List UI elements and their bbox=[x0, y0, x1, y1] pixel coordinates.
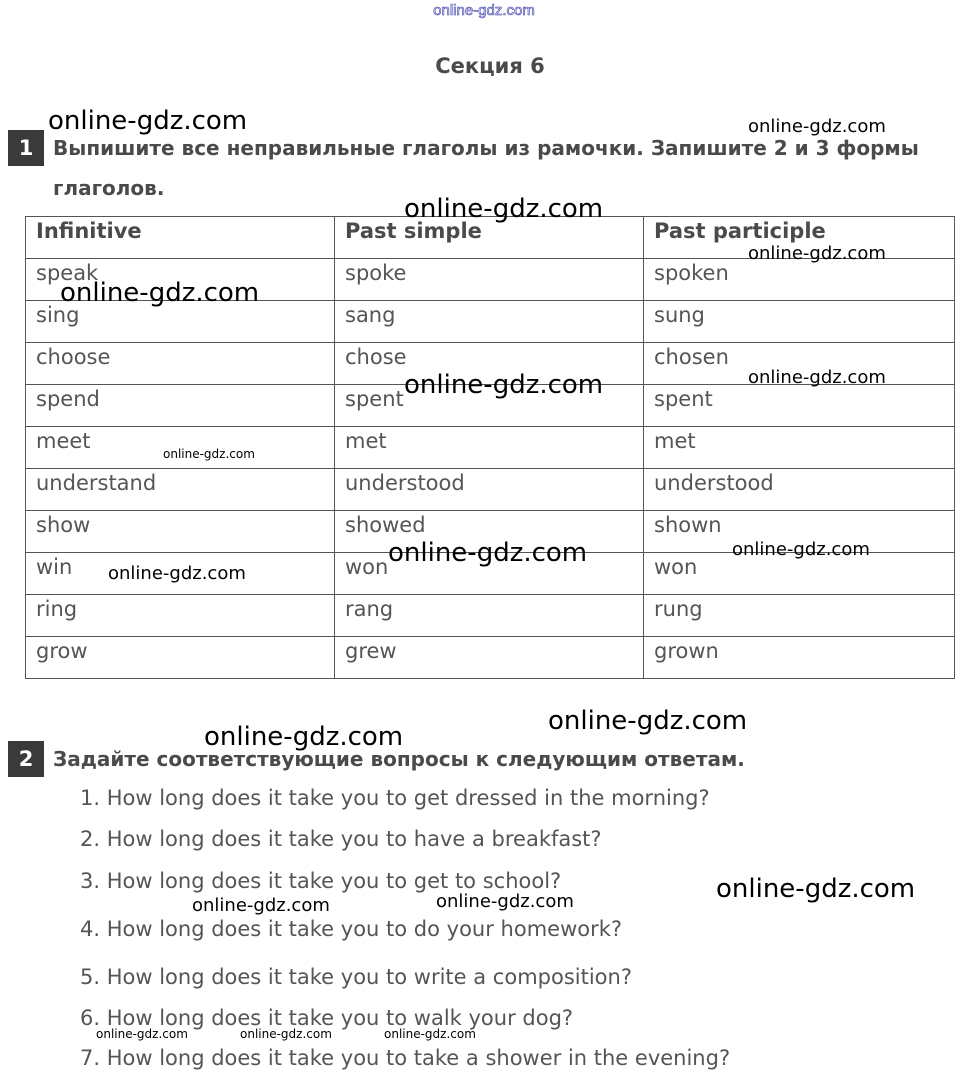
cell-past-simple: showed bbox=[335, 511, 644, 553]
task-2-text: Задайте соответствующие вопросы к следующим ответам. bbox=[53, 747, 745, 771]
cell-past-simple: won bbox=[335, 553, 644, 595]
watermark: online-gdz.com bbox=[748, 116, 886, 137]
watermark: online-gdz.com bbox=[48, 106, 248, 136]
table-row bbox=[26, 469, 955, 511]
watermark: online-gdz.com bbox=[60, 278, 260, 308]
cell-past-participle: met bbox=[644, 427, 955, 469]
cell-infinitive: spend bbox=[26, 385, 335, 427]
watermark: online-gdz.com bbox=[404, 370, 604, 400]
cell-past-simple: met bbox=[335, 427, 644, 469]
cell-infinitive: understand bbox=[26, 469, 335, 511]
cell-past-participle: won bbox=[644, 553, 955, 595]
cell-past-simple: spent bbox=[335, 385, 644, 427]
list-item: 7. How long does it take you to take a shower in the evening? bbox=[80, 1046, 731, 1070]
header-past-participle: Past participle bbox=[644, 217, 955, 259]
list-item: 5. How long does it take you to write a composition? bbox=[80, 965, 632, 989]
cell-past-simple: grew bbox=[335, 637, 644, 679]
cell-infinitive: ring bbox=[26, 595, 335, 637]
watermark: online-gdz.com bbox=[748, 367, 886, 388]
header-infinitive: Infinitive bbox=[26, 217, 335, 259]
watermark: online-gdz.com bbox=[404, 194, 604, 224]
list-item: 2. How long does it take you to have a breakfast? bbox=[80, 827, 602, 851]
watermark: online-gdz.com bbox=[388, 538, 588, 568]
table-row bbox=[26, 595, 955, 637]
watermark: online-gdz.com bbox=[436, 891, 574, 912]
task-1-number: 1 bbox=[8, 130, 44, 166]
task-1-text-line-1: Выпишите все неправильные глаголы из рамочки. Запишите 2 и 3 формы bbox=[53, 136, 919, 160]
cell-past-participle: understood bbox=[644, 469, 955, 511]
table-row bbox=[26, 637, 955, 679]
cell-infinitive: win bbox=[26, 553, 335, 595]
cell-past-participle: sung bbox=[644, 301, 955, 343]
cell-infinitive: meet bbox=[26, 427, 335, 469]
cell-infinitive: choose bbox=[26, 343, 335, 385]
watermark: online-gdz.com bbox=[192, 895, 330, 916]
list-item: 3. How long does it take you to get to school? bbox=[80, 869, 562, 893]
cell-past-participle: shown bbox=[644, 511, 955, 553]
cell-past-participle: grown bbox=[644, 637, 955, 679]
list-item: 6. How long does it take you to walk your dog? bbox=[80, 1006, 574, 1030]
cell-past-simple: chose bbox=[335, 343, 644, 385]
watermark: online-gdz.com bbox=[163, 447, 255, 461]
cell-past-participle: spoken bbox=[644, 259, 955, 301]
task-2-number: 2 bbox=[8, 741, 44, 777]
cell-past-participle: spent bbox=[644, 385, 955, 427]
watermark: online-gdz.com bbox=[716, 874, 916, 904]
cell-past-simple: rang bbox=[335, 595, 644, 637]
section-title: Секция 6 bbox=[435, 54, 545, 78]
cell-past-simple: understood bbox=[335, 469, 644, 511]
cell-infinitive: grow bbox=[26, 637, 335, 679]
watermark: online-gdz.com bbox=[240, 1027, 332, 1041]
cell-infinitive: sing bbox=[26, 301, 335, 343]
watermark: online-gdz.com bbox=[748, 243, 886, 264]
cell-past-simple: sang bbox=[335, 301, 644, 343]
watermark: online-gdz.com bbox=[384, 1027, 476, 1041]
list-item: 4. How long does it take you to do your homework? bbox=[80, 917, 623, 941]
list-item: 1. How long does it take you to get dressed in the morning? bbox=[80, 786, 710, 810]
cell-infinitive: show bbox=[26, 511, 335, 553]
watermark: online-gdz.com bbox=[548, 706, 748, 736]
task-1-text-line-2: глаголов. bbox=[53, 176, 165, 200]
watermark: online-gdz.com bbox=[732, 539, 870, 560]
watermark: online-gdz.com bbox=[204, 722, 404, 752]
watermark: online-gdz.com bbox=[96, 1027, 188, 1041]
cell-infinitive: speak bbox=[26, 259, 335, 301]
cell-past-participle: chosen bbox=[644, 343, 955, 385]
top-watermark: online-gdz.com bbox=[433, 2, 535, 19]
header-past-simple: Past simple bbox=[335, 217, 644, 259]
watermark: online-gdz.com bbox=[108, 563, 246, 584]
cell-past-participle: rung bbox=[644, 595, 955, 637]
cell-past-simple: spoke bbox=[335, 259, 644, 301]
